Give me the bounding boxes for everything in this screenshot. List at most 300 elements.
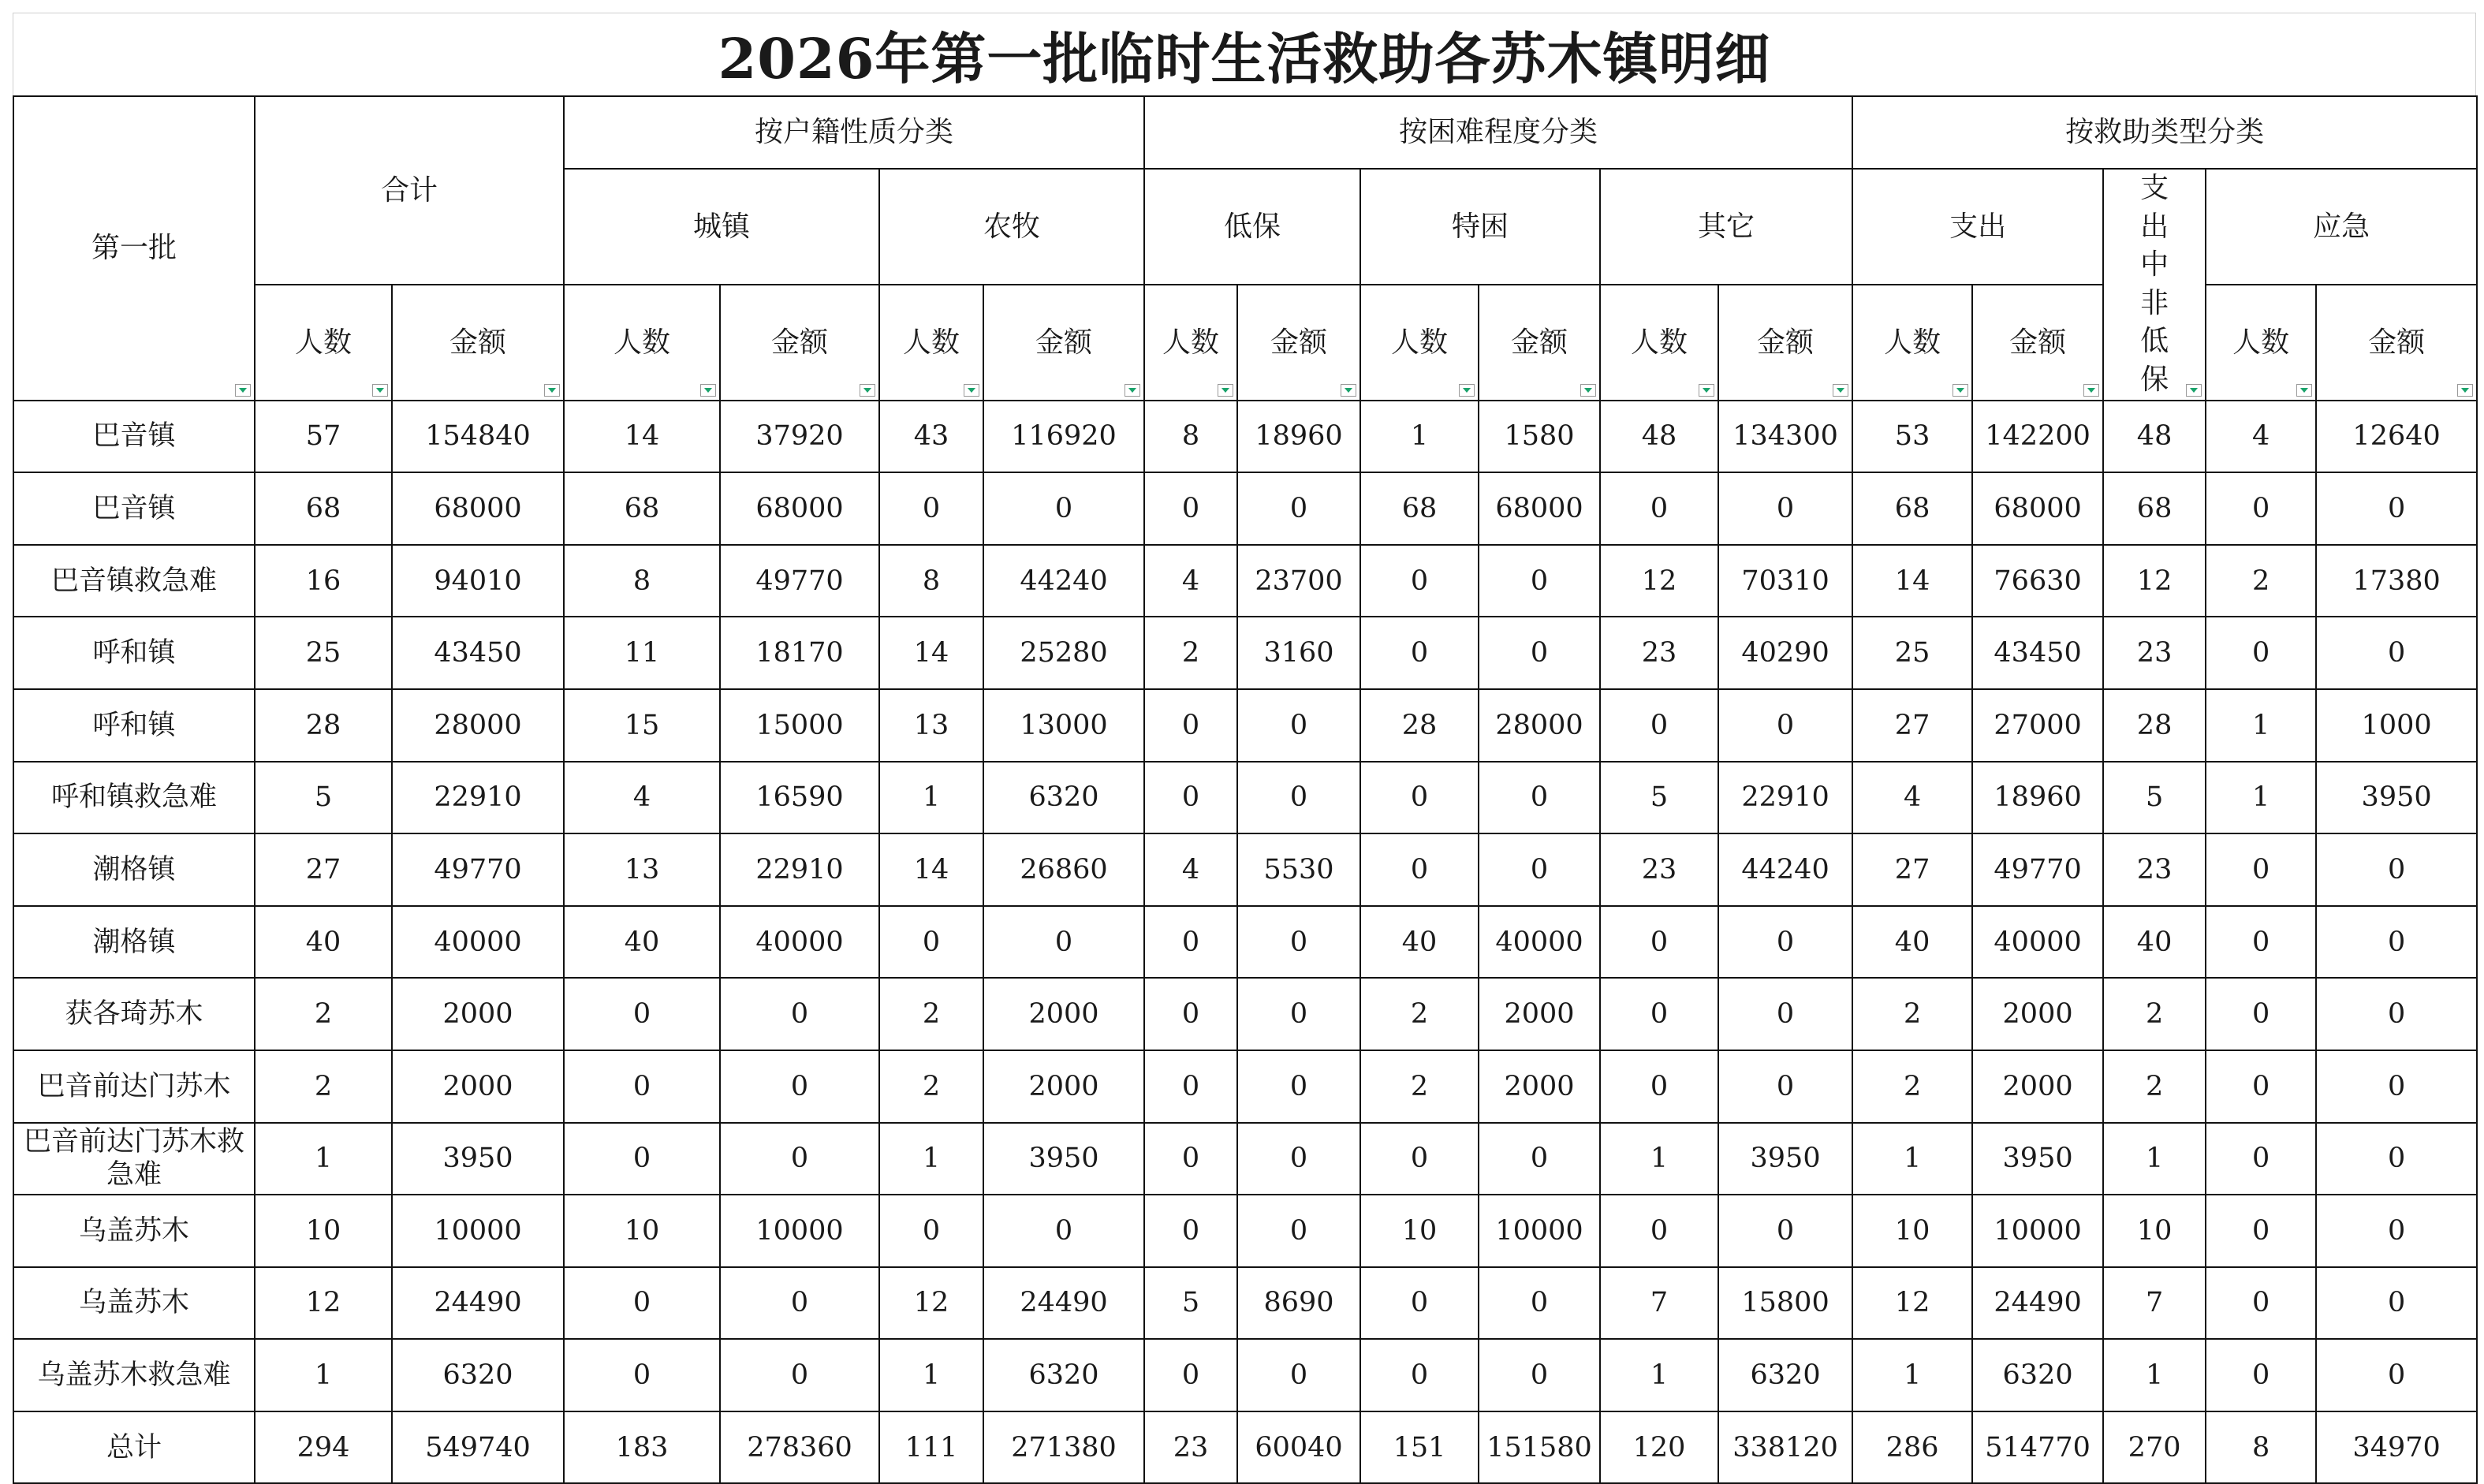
subheader-emergency-amount[interactable] — [2316, 285, 2477, 401]
data-cell[interactable]: 27000 — [1972, 689, 2103, 762]
data-cell[interactable]: 6320 — [392, 1339, 564, 1411]
data-cell[interactable]: 2 — [2103, 1050, 2206, 1123]
data-cell[interactable]: 3950 — [1972, 1123, 2103, 1195]
data-cell[interactable]: 514770 — [1972, 1411, 2103, 1484]
data-cell[interactable]: 68000 — [392, 472, 564, 545]
data-cell[interactable]: 1 — [1360, 401, 1479, 473]
data-cell[interactable]: 1 — [1600, 1339, 1718, 1411]
subheader-expense-persons[interactable] — [1852, 285, 1972, 401]
data-cell[interactable]: 0 — [2206, 906, 2316, 979]
data-cell[interactable]: 2000 — [983, 1050, 1144, 1123]
data-cell[interactable]: 0 — [2206, 1195, 2316, 1267]
data-cell[interactable]: 0 — [1237, 472, 1360, 545]
data-cell[interactable]: 40000 — [1972, 906, 2103, 979]
data-cell[interactable]: 94010 — [392, 545, 564, 617]
data-cell[interactable]: 10000 — [392, 1195, 564, 1267]
data-cell[interactable]: 1 — [1852, 1339, 1972, 1411]
data-cell[interactable]: 0 — [983, 1195, 1144, 1267]
data-cell[interactable]: 0 — [720, 978, 879, 1050]
data-cell[interactable]: 1 — [2206, 689, 2316, 762]
data-cell[interactable]: 43450 — [392, 617, 564, 689]
data-cell[interactable]: 0 — [1237, 1195, 1360, 1267]
header-tekun[interactable]: 特困 — [1360, 169, 1600, 285]
data-cell[interactable]: 0 — [879, 906, 983, 979]
filter-dropdown-icon[interactable] — [235, 384, 251, 397]
row-name-cell[interactable]: 巴音前达门苏木 — [13, 1050, 255, 1123]
subheader-urban-persons[interactable] — [564, 285, 720, 401]
data-cell[interactable]: 1 — [879, 1123, 983, 1195]
data-cell[interactable]: 25 — [255, 617, 392, 689]
data-cell[interactable]: 1 — [2103, 1339, 2206, 1411]
data-cell[interactable]: 7 — [2103, 1267, 2206, 1340]
data-cell[interactable]: 0 — [2206, 1050, 2316, 1123]
data-cell[interactable]: 8 — [879, 545, 983, 617]
filter-dropdown-icon[interactable] — [700, 384, 716, 397]
data-cell[interactable]: 0 — [564, 978, 720, 1050]
data-cell[interactable]: 0 — [2206, 978, 2316, 1050]
data-cell[interactable]: 0 — [2316, 1050, 2477, 1123]
data-cell[interactable]: 5 — [2103, 762, 2206, 834]
data-cell[interactable]: 43450 — [1972, 617, 2103, 689]
data-cell[interactable]: 270 — [2103, 1411, 2206, 1484]
data-cell[interactable]: 22910 — [392, 762, 564, 834]
row-name-cell[interactable]: 总计 — [13, 1411, 255, 1484]
data-cell[interactable]: 3950 — [392, 1123, 564, 1195]
data-cell[interactable]: 5 — [1600, 762, 1718, 834]
data-cell[interactable]: 0 — [1360, 1339, 1479, 1411]
data-cell[interactable]: 2000 — [983, 978, 1144, 1050]
filter-dropdown-icon[interactable] — [2457, 384, 2473, 397]
data-cell[interactable]: 0 — [2316, 472, 2477, 545]
data-cell[interactable]: 0 — [2206, 617, 2316, 689]
data-cell[interactable]: 0 — [564, 1050, 720, 1123]
data-cell[interactable]: 0 — [1479, 1339, 1600, 1411]
data-cell[interactable]: 68000 — [1972, 472, 2103, 545]
data-cell[interactable]: 68 — [1852, 472, 1972, 545]
data-cell[interactable]: 68 — [255, 472, 392, 545]
data-cell[interactable]: 16590 — [720, 762, 879, 834]
data-cell[interactable]: 0 — [564, 1123, 720, 1195]
data-cell[interactable]: 0 — [2206, 1267, 2316, 1340]
data-cell[interactable]: 0 — [1144, 978, 1237, 1050]
filter-dropdown-icon[interactable] — [1580, 384, 1596, 397]
data-cell[interactable]: 0 — [1479, 545, 1600, 617]
data-cell[interactable]: 0 — [2316, 978, 2477, 1050]
data-cell[interactable]: 27 — [1852, 689, 1972, 762]
subheader-tekun-persons[interactable] — [1360, 285, 1479, 401]
data-cell[interactable]: 0 — [1479, 833, 1600, 906]
data-cell[interactable]: 68 — [564, 472, 720, 545]
data-cell[interactable]: 2000 — [1479, 1050, 1600, 1123]
data-cell[interactable]: 1000 — [2316, 689, 2477, 762]
data-cell[interactable]: 0 — [2316, 1195, 2477, 1267]
filter-dropdown-icon[interactable] — [964, 384, 979, 397]
data-cell[interactable]: 76630 — [1972, 545, 2103, 617]
header-other[interactable]: 其它 — [1600, 169, 1852, 285]
data-cell[interactable]: 0 — [1237, 1123, 1360, 1195]
data-cell[interactable]: 0 — [1600, 1195, 1718, 1267]
data-cell[interactable]: 28 — [1360, 689, 1479, 762]
row-name-cell[interactable]: 乌盖苏木 — [13, 1267, 255, 1340]
data-cell[interactable]: 43 — [879, 401, 983, 473]
data-cell[interactable]: 0 — [1718, 978, 1852, 1050]
data-cell[interactable]: 2 — [1852, 978, 1972, 1050]
data-cell[interactable]: 154840 — [392, 401, 564, 473]
data-cell[interactable]: 12 — [2103, 545, 2206, 617]
data-cell[interactable]: 0 — [1144, 1339, 1237, 1411]
header-emergency[interactable]: 应急 — [2206, 169, 2477, 285]
data-cell[interactable]: 0 — [1360, 1267, 1479, 1340]
row-name-cell[interactable]: 乌盖苏木救急难 — [13, 1339, 255, 1411]
data-cell[interactable]: 0 — [1144, 762, 1237, 834]
filter-dropdown-icon[interactable] — [1833, 384, 1848, 397]
data-cell[interactable]: 18960 — [1972, 762, 2103, 834]
data-cell[interactable]: 2000 — [392, 1050, 564, 1123]
data-cell[interactable]: 2000 — [392, 978, 564, 1050]
data-cell[interactable]: 278360 — [720, 1411, 879, 1484]
data-cell[interactable]: 6320 — [1718, 1339, 1852, 1411]
header-expense-non-dibao[interactable] — [2103, 169, 2206, 401]
data-cell[interactable]: 8 — [1144, 401, 1237, 473]
data-cell[interactable]: 24490 — [1972, 1267, 2103, 1340]
data-cell[interactable]: 6320 — [1972, 1339, 2103, 1411]
data-cell[interactable]: 40000 — [720, 906, 879, 979]
data-cell[interactable]: 68 — [2103, 472, 2206, 545]
filter-dropdown-icon[interactable] — [2186, 384, 2202, 397]
subheader-other-amount[interactable] — [1718, 285, 1852, 401]
filter-dropdown-icon[interactable] — [860, 384, 875, 397]
data-cell[interactable]: 5530 — [1237, 833, 1360, 906]
row-name-cell[interactable]: 巴音前达门苏木救急难 — [13, 1123, 255, 1195]
filter-dropdown-icon[interactable] — [1699, 384, 1714, 397]
data-cell[interactable]: 0 — [1479, 1267, 1600, 1340]
data-cell[interactable]: 49770 — [720, 545, 879, 617]
data-cell[interactable]: 134300 — [1718, 401, 1852, 473]
data-cell[interactable]: 0 — [2316, 1339, 2477, 1411]
data-cell[interactable]: 40 — [1852, 906, 1972, 979]
subheader-expense-amount[interactable] — [1972, 285, 2103, 401]
filter-dropdown-icon[interactable] — [1125, 384, 1140, 397]
subheader-dibao-persons[interactable] — [1144, 285, 1237, 401]
data-cell[interactable]: 0 — [1237, 762, 1360, 834]
header-dibao[interactable]: 低保 — [1144, 169, 1360, 285]
data-cell[interactable]: 0 — [564, 1339, 720, 1411]
data-cell[interactable]: 7 — [1600, 1267, 1718, 1340]
data-cell[interactable]: 40000 — [392, 906, 564, 979]
data-cell[interactable]: 28000 — [392, 689, 564, 762]
data-cell[interactable]: 549740 — [392, 1411, 564, 1484]
data-cell[interactable]: 3950 — [2316, 762, 2477, 834]
data-cell[interactable]: 0 — [1718, 1050, 1852, 1123]
subheader-other-persons[interactable] — [1600, 285, 1718, 401]
data-cell[interactable]: 44240 — [983, 545, 1144, 617]
data-cell[interactable]: 0 — [1144, 472, 1237, 545]
data-cell[interactable]: 5 — [1144, 1267, 1237, 1340]
data-cell[interactable]: 14 — [1852, 545, 1972, 617]
data-cell[interactable]: 12 — [1600, 545, 1718, 617]
data-cell[interactable]: 25 — [1852, 617, 1972, 689]
data-cell[interactable]: 40 — [1360, 906, 1479, 979]
data-cell[interactable]: 0 — [1144, 1050, 1237, 1123]
data-cell[interactable]: 151580 — [1479, 1411, 1600, 1484]
data-cell[interactable]: 4 — [2206, 401, 2316, 473]
data-cell[interactable]: 3950 — [983, 1123, 1144, 1195]
data-cell[interactable]: 0 — [1479, 1123, 1600, 1195]
data-cell[interactable]: 0 — [1600, 689, 1718, 762]
data-cell[interactable]: 1 — [879, 1339, 983, 1411]
data-cell[interactable]: 26860 — [983, 833, 1144, 906]
data-cell[interactable]: 16 — [255, 545, 392, 617]
data-cell[interactable]: 0 — [1718, 472, 1852, 545]
data-cell[interactable]: 0 — [1600, 472, 1718, 545]
row-name-cell[interactable]: 潮格镇 — [13, 833, 255, 906]
data-cell[interactable]: 120 — [1600, 1411, 1718, 1484]
data-cell[interactable]: 1 — [255, 1339, 392, 1411]
data-cell[interactable]: 44240 — [1718, 833, 1852, 906]
data-cell[interactable]: 40 — [564, 906, 720, 979]
data-cell[interactable]: 0 — [720, 1123, 879, 1195]
data-cell[interactable]: 2 — [1852, 1050, 1972, 1123]
header-group-hukou[interactable]: 按户籍性质分类 — [564, 96, 1144, 169]
data-cell[interactable]: 0 — [1479, 762, 1600, 834]
data-cell[interactable]: 68000 — [720, 472, 879, 545]
subheader-tekun-amount[interactable] — [1479, 285, 1600, 401]
subheader-dibao-amount[interactable] — [1237, 285, 1360, 401]
data-cell[interactable]: 23 — [2103, 833, 2206, 906]
data-cell[interactable]: 151 — [1360, 1411, 1479, 1484]
subheader-total-amount[interactable] — [392, 285, 564, 401]
data-cell[interactable]: 15 — [564, 689, 720, 762]
data-cell[interactable]: 0 — [2316, 1123, 2477, 1195]
data-cell[interactable]: 28 — [2103, 689, 2206, 762]
header-group-aid-type[interactable]: 按救助类型分类 — [1852, 96, 2477, 169]
data-cell[interactable]: 1580 — [1479, 401, 1600, 473]
row-name-cell[interactable]: 潮格镇 — [13, 906, 255, 979]
header-group-difficulty[interactable]: 按困难程度分类 — [1144, 96, 1852, 169]
data-cell[interactable]: 4 — [1852, 762, 1972, 834]
row-name-cell[interactable]: 巴音镇救急难 — [13, 545, 255, 617]
data-cell[interactable]: 37920 — [720, 401, 879, 473]
data-cell[interactable]: 12 — [879, 1267, 983, 1340]
data-cell[interactable]: 68 — [1360, 472, 1479, 545]
data-cell[interactable]: 23 — [1600, 833, 1718, 906]
data-cell[interactable]: 10000 — [1972, 1195, 2103, 1267]
data-cell[interactable]: 0 — [1479, 617, 1600, 689]
title-cell[interactable] — [13, 13, 2476, 95]
filter-dropdown-icon[interactable] — [2083, 384, 2099, 397]
data-cell[interactable]: 1 — [1600, 1123, 1718, 1195]
data-cell[interactable]: 286 — [1852, 1411, 1972, 1484]
data-cell[interactable]: 0 — [1237, 906, 1360, 979]
data-cell[interactable]: 60040 — [1237, 1411, 1360, 1484]
data-cell[interactable]: 0 — [1237, 978, 1360, 1050]
data-cell[interactable]: 28 — [255, 689, 392, 762]
data-cell[interactable]: 10 — [2103, 1195, 2206, 1267]
data-cell[interactable]: 4 — [1144, 833, 1237, 906]
data-cell[interactable]: 183 — [564, 1411, 720, 1484]
data-cell[interactable]: 0 — [2316, 906, 2477, 979]
data-cell[interactable]: 2 — [879, 978, 983, 1050]
data-cell[interactable]: 23 — [2103, 617, 2206, 689]
filter-dropdown-icon[interactable] — [544, 384, 560, 397]
data-cell[interactable]: 53 — [1852, 401, 1972, 473]
data-cell[interactable]: 5 — [255, 762, 392, 834]
data-cell[interactable]: 0 — [879, 1195, 983, 1267]
data-cell[interactable]: 14 — [879, 833, 983, 906]
data-cell[interactable]: 3160 — [1237, 617, 1360, 689]
data-cell[interactable]: 57 — [255, 401, 392, 473]
data-cell[interactable]: 0 — [1144, 1123, 1237, 1195]
data-cell[interactable]: 14 — [564, 401, 720, 473]
data-cell[interactable]: 14 — [879, 617, 983, 689]
filter-dropdown-icon[interactable] — [1459, 384, 1475, 397]
data-cell[interactable]: 12640 — [2316, 401, 2477, 473]
data-cell[interactable]: 15800 — [1718, 1267, 1852, 1340]
data-cell[interactable]: 2 — [2206, 545, 2316, 617]
data-cell[interactable]: 0 — [2206, 472, 2316, 545]
data-cell[interactable]: 23 — [1600, 617, 1718, 689]
data-cell[interactable]: 2000 — [1972, 1050, 2103, 1123]
data-cell[interactable]: 0 — [1718, 1195, 1852, 1267]
data-cell[interactable]: 0 — [879, 472, 983, 545]
data-cell[interactable]: 22910 — [720, 833, 879, 906]
data-cell[interactable]: 111 — [879, 1411, 983, 1484]
data-cell[interactable]: 0 — [1237, 689, 1360, 762]
data-cell[interactable]: 2000 — [1479, 978, 1600, 1050]
data-cell[interactable]: 0 — [1360, 1123, 1479, 1195]
data-cell[interactable]: 70310 — [1718, 545, 1852, 617]
data-cell[interactable]: 271380 — [983, 1411, 1144, 1484]
data-cell[interactable]: 18960 — [1237, 401, 1360, 473]
data-cell[interactable]: 0 — [2316, 617, 2477, 689]
data-cell[interactable]: 8 — [564, 545, 720, 617]
data-cell[interactable]: 338120 — [1718, 1411, 1852, 1484]
data-cell[interactable]: 2 — [255, 978, 392, 1050]
row-name-cell[interactable]: 获各琦苏木 — [13, 978, 255, 1050]
data-cell[interactable]: 0 — [720, 1267, 879, 1340]
data-cell[interactable]: 0 — [1237, 1050, 1360, 1123]
data-cell[interactable]: 48 — [2103, 401, 2206, 473]
data-cell[interactable]: 116920 — [983, 401, 1144, 473]
data-cell[interactable]: 18170 — [720, 617, 879, 689]
data-cell[interactable]: 8690 — [1237, 1267, 1360, 1340]
data-cell[interactable]: 68000 — [1479, 472, 1600, 545]
data-cell[interactable]: 49770 — [392, 833, 564, 906]
data-cell[interactable]: 34970 — [2316, 1411, 2477, 1484]
data-cell[interactable]: 0 — [1237, 1339, 1360, 1411]
data-cell[interactable]: 0 — [2316, 833, 2477, 906]
data-cell[interactable]: 0 — [1718, 689, 1852, 762]
data-cell[interactable]: 0 — [2206, 1123, 2316, 1195]
data-cell[interactable]: 0 — [720, 1339, 879, 1411]
data-cell[interactable]: 1 — [1852, 1123, 1972, 1195]
data-cell[interactable]: 1 — [255, 1123, 392, 1195]
subheader-rural-amount[interactable] — [983, 285, 1144, 401]
data-cell[interactable]: 10000 — [1479, 1195, 1600, 1267]
data-cell[interactable]: 23700 — [1237, 545, 1360, 617]
filter-dropdown-icon[interactable] — [1953, 384, 1968, 397]
data-cell[interactable]: 24490 — [392, 1267, 564, 1340]
data-cell[interactable]: 13000 — [983, 689, 1144, 762]
subheader-rural-persons[interactable] — [879, 285, 983, 401]
data-cell[interactable]: 4 — [1144, 545, 1237, 617]
data-cell[interactable]: 0 — [1360, 545, 1479, 617]
data-cell[interactable]: 40 — [2103, 906, 2206, 979]
data-cell[interactable]: 11 — [564, 617, 720, 689]
subheader-emergency-persons[interactable] — [2206, 285, 2316, 401]
data-cell[interactable]: 0 — [1360, 833, 1479, 906]
data-cell[interactable]: 1 — [2103, 1123, 2206, 1195]
data-cell[interactable]: 10 — [1852, 1195, 1972, 1267]
data-cell[interactable]: 3950 — [1718, 1123, 1852, 1195]
data-cell[interactable]: 294 — [255, 1411, 392, 1484]
data-cell[interactable]: 2 — [255, 1050, 392, 1123]
data-cell[interactable]: 10 — [564, 1195, 720, 1267]
data-cell[interactable]: 6320 — [983, 1339, 1144, 1411]
data-cell[interactable]: 0 — [2206, 833, 2316, 906]
header-expense[interactable]: 支出 — [1852, 169, 2103, 285]
data-cell[interactable]: 25280 — [983, 617, 1144, 689]
data-cell[interactable]: 2 — [2103, 978, 2206, 1050]
data-cell[interactable]: 2 — [1144, 617, 1237, 689]
header-first-batch[interactable] — [13, 96, 255, 401]
data-cell[interactable]: 48 — [1600, 401, 1718, 473]
data-cell[interactable]: 0 — [1360, 617, 1479, 689]
row-name-cell[interactable]: 呼和镇 — [13, 689, 255, 762]
header-total[interactable]: 合计 — [255, 96, 564, 285]
data-cell[interactable]: 27 — [1852, 833, 1972, 906]
data-cell[interactable]: 10 — [255, 1195, 392, 1267]
data-cell[interactable]: 0 — [1600, 906, 1718, 979]
row-name-cell[interactable]: 巴音镇 — [13, 401, 255, 473]
data-cell[interactable]: 28000 — [1479, 689, 1600, 762]
row-name-cell[interactable]: 巴音镇 — [13, 472, 255, 545]
data-cell[interactable]: 2000 — [1972, 978, 2103, 1050]
data-cell[interactable]: 49770 — [1972, 833, 2103, 906]
data-cell[interactable]: 4 — [564, 762, 720, 834]
data-cell[interactable]: 12 — [1852, 1267, 1972, 1340]
data-cell[interactable]: 40 — [255, 906, 392, 979]
row-name-cell[interactable]: 乌盖苏木 — [13, 1195, 255, 1267]
data-cell[interactable]: 13 — [879, 689, 983, 762]
data-cell[interactable]: 6320 — [983, 762, 1144, 834]
data-cell[interactable]: 10000 — [720, 1195, 879, 1267]
data-cell[interactable]: 13 — [564, 833, 720, 906]
data-cell[interactable]: 1 — [2206, 762, 2316, 834]
filter-dropdown-icon[interactable] — [372, 384, 388, 397]
data-cell[interactable]: 142200 — [1972, 401, 2103, 473]
data-cell[interactable]: 0 — [720, 1050, 879, 1123]
data-cell[interactable]: 0 — [1144, 906, 1237, 979]
data-cell[interactable]: 23 — [1144, 1411, 1237, 1484]
subheader-total-persons[interactable] — [255, 285, 392, 401]
data-cell[interactable]: 2 — [1360, 1050, 1479, 1123]
header-rural[interactable]: 农牧 — [879, 169, 1144, 285]
data-cell[interactable]: 24490 — [983, 1267, 1144, 1340]
data-cell[interactable]: 22910 — [1718, 762, 1852, 834]
data-cell[interactable]: 27 — [255, 833, 392, 906]
data-cell[interactable]: 0 — [1360, 762, 1479, 834]
data-cell[interactable]: 8 — [2206, 1411, 2316, 1484]
data-cell[interactable]: 0 — [1718, 906, 1852, 979]
data-cell[interactable]: 0 — [1600, 1050, 1718, 1123]
data-cell[interactable]: 1 — [879, 762, 983, 834]
data-cell[interactable]: 0 — [2316, 1267, 2477, 1340]
data-cell[interactable]: 12 — [255, 1267, 392, 1340]
data-cell[interactable]: 0 — [983, 906, 1144, 979]
data-cell[interactable]: 40000 — [1479, 906, 1600, 979]
data-cell[interactable]: 10 — [1360, 1195, 1479, 1267]
